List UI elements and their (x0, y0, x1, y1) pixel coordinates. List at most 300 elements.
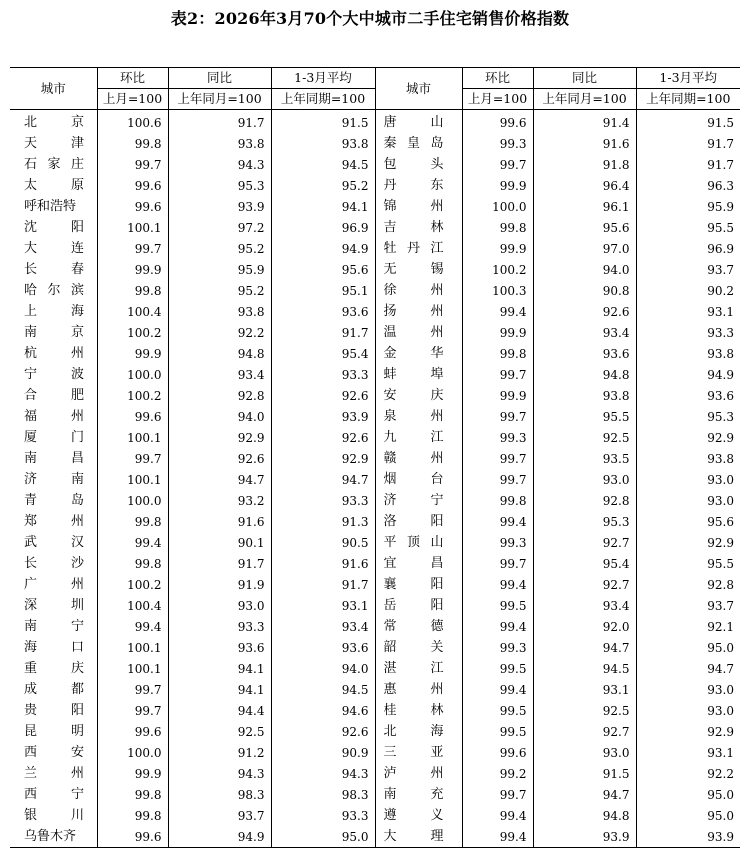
city-name-left-cell (10, 385, 97, 406)
city-name-right: 湛江 (383, 660, 444, 676)
mom-value-left: 99.9 (97, 763, 168, 784)
mom-value-right: 99.4 (462, 301, 533, 322)
city-name-left-cell (10, 616, 97, 637)
yoy-value-left: 93.3 (168, 616, 271, 637)
city-name-left: 重庆 (24, 660, 84, 676)
yoy-value-right: 96.4 (533, 175, 636, 196)
city-name-left-cell (10, 448, 97, 469)
city-name-left-cell (10, 637, 97, 658)
mom-value-right: 99.3 (462, 637, 533, 658)
city-name-right: 蚌埠 (383, 366, 444, 382)
city-name-right: 桂林 (383, 702, 444, 718)
table-row (10, 448, 740, 469)
city-name-right-cell (375, 595, 462, 616)
yoy-value-left: 94.4 (168, 700, 271, 721)
mom-value-right: 99.3 (462, 427, 533, 448)
city-name-left-cell (10, 595, 97, 616)
yoy-value-left: 93.7 (168, 805, 271, 826)
city-name-right-cell (375, 763, 462, 784)
yoy-value-right: 94.0 (533, 259, 636, 280)
price-index-table (10, 67, 740, 848)
mom-value-left: 100.6 (97, 110, 168, 134)
yoy-value-right: 93.8 (533, 385, 636, 406)
yoy-value-right: 97.0 (533, 238, 636, 259)
yoy-value-left: 93.4 (168, 364, 271, 385)
city-name-left: 南昌 (24, 450, 84, 466)
city-name-right-cell (375, 553, 462, 574)
mom-value-left: 99.6 (97, 826, 168, 848)
city-name-right: 吉林 (383, 219, 444, 235)
city-name-right-cell (375, 385, 462, 406)
city-name-right: 南充 (383, 786, 444, 802)
city-name-left: 长春 (24, 261, 84, 277)
avg-value-right: 93.8 (636, 448, 740, 469)
table-row (10, 259, 740, 280)
avg-value-left: 93.4 (271, 616, 375, 637)
avg-value-right: 92.1 (636, 616, 740, 637)
avg-value-left: 94.7 (271, 469, 375, 490)
header-yoy-base-left: 上年同月=100 (168, 89, 271, 110)
yoy-value-left: 92.5 (168, 721, 271, 742)
mom-value-right: 99.5 (462, 595, 533, 616)
yoy-value-left: 93.8 (168, 301, 271, 322)
mom-value-right: 99.4 (462, 616, 533, 637)
table-row (10, 679, 740, 700)
avg-value-right: 93.0 (636, 469, 740, 490)
mom-value-right: 99.3 (462, 532, 533, 553)
yoy-value-left: 94.9 (168, 826, 271, 848)
avg-value-right: 94.9 (636, 364, 740, 385)
mom-value-right: 99.7 (462, 469, 533, 490)
avg-value-left: 94.9 (271, 238, 375, 259)
city-name-right: 安庆 (383, 387, 444, 403)
table-row (10, 826, 740, 848)
table-row (10, 721, 740, 742)
city-name-left-cell (10, 217, 97, 238)
city-name-right-cell (375, 679, 462, 700)
yoy-value-left: 93.8 (168, 133, 271, 154)
city-name-left: 武汉 (24, 534, 84, 550)
mom-value-right: 99.3 (462, 133, 533, 154)
city-name-left-cell (10, 826, 97, 848)
yoy-value-left: 97.2 (168, 217, 271, 238)
table-row (10, 322, 740, 343)
city-name-left: 西宁 (24, 786, 84, 802)
city-name-right: 北海 (383, 723, 444, 739)
city-name-right: 金华 (383, 345, 444, 361)
yoy-value-left: 92.6 (168, 448, 271, 469)
city-name-right: 秦皇岛 (383, 135, 444, 151)
avg-value-right: 90.2 (636, 280, 740, 301)
city-name-left: 郑州 (24, 513, 84, 529)
city-name-right-cell (375, 364, 462, 385)
avg-value-right: 93.1 (636, 301, 740, 322)
city-name-left: 杭州 (24, 345, 84, 361)
city-name-right-cell (375, 721, 462, 742)
mom-value-left: 99.4 (97, 532, 168, 553)
yoy-value-right: 95.6 (533, 217, 636, 238)
avg-value-left: 91.7 (271, 322, 375, 343)
city-name-left: 青岛 (24, 492, 84, 508)
city-name-left: 太原 (24, 177, 84, 193)
city-name-left: 天津 (24, 135, 84, 151)
table-row (10, 616, 740, 637)
mom-value-left: 100.2 (97, 574, 168, 595)
avg-value-left: 94.3 (271, 763, 375, 784)
yoy-value-right: 92.5 (533, 700, 636, 721)
yoy-value-left: 91.6 (168, 511, 271, 532)
avg-value-left: 92.6 (271, 385, 375, 406)
avg-value-right: 94.7 (636, 658, 740, 679)
city-name-right: 常德 (383, 618, 444, 634)
table-row (10, 742, 740, 763)
city-name-right-cell (375, 805, 462, 826)
table-row (10, 196, 740, 217)
header-mom-left: 环比 (97, 68, 168, 89)
table-body (10, 110, 740, 848)
yoy-value-right: 96.1 (533, 196, 636, 217)
mom-value-right: 99.7 (462, 154, 533, 175)
city-name-right-cell (375, 406, 462, 427)
mom-value-left: 99.6 (97, 406, 168, 427)
avg-value-left: 93.6 (271, 637, 375, 658)
avg-value-right: 91.5 (636, 110, 740, 134)
yoy-value-left: 98.3 (168, 784, 271, 805)
mom-value-left: 99.8 (97, 805, 168, 826)
city-name-left-cell (10, 679, 97, 700)
yoy-value-right: 92.7 (533, 532, 636, 553)
avg-value-left: 93.1 (271, 595, 375, 616)
avg-value-left: 91.6 (271, 553, 375, 574)
city-name-left-cell (10, 322, 97, 343)
mom-value-right: 99.2 (462, 763, 533, 784)
avg-value-right: 91.7 (636, 154, 740, 175)
city-name-right: 牡丹江 (383, 240, 444, 256)
mom-value-left: 100.1 (97, 427, 168, 448)
yoy-value-left: 95.2 (168, 238, 271, 259)
city-name-right: 遵义 (383, 807, 444, 823)
header-city-right: 城市 (375, 68, 462, 110)
city-name-left: 西安 (24, 744, 84, 760)
mom-value-left: 99.7 (97, 448, 168, 469)
table-row (10, 763, 740, 784)
mom-value-right: 99.4 (462, 679, 533, 700)
city-name-left: 南京 (24, 324, 84, 340)
yoy-value-right: 92.5 (533, 427, 636, 448)
city-name-right-cell (375, 511, 462, 532)
avg-value-right: 93.9 (636, 826, 740, 848)
mom-value-left: 99.6 (97, 721, 168, 742)
yoy-value-right: 93.6 (533, 343, 636, 364)
city-name-right: 烟台 (383, 471, 444, 487)
table-row (10, 490, 740, 511)
mom-value-right: 99.7 (462, 784, 533, 805)
yoy-value-right: 92.6 (533, 301, 636, 322)
mom-value-left: 99.6 (97, 175, 168, 196)
yoy-value-left: 93.0 (168, 595, 271, 616)
city-name-left-cell (10, 469, 97, 490)
table-row (10, 805, 740, 826)
header-avg-base-right: 上年同期=100 (636, 89, 740, 110)
mom-value-right: 99.5 (462, 658, 533, 679)
city-name-right: 徐州 (383, 282, 444, 298)
city-name-right: 岳阳 (383, 597, 444, 613)
city-name-left: 南宁 (24, 618, 84, 634)
header-avg-left: 1-3月平均 (271, 68, 375, 89)
mom-value-left: 100.1 (97, 637, 168, 658)
city-name-right-cell (375, 784, 462, 805)
mom-value-left: 99.8 (97, 784, 168, 805)
yoy-value-left: 94.1 (168, 679, 271, 700)
table-title: 表2：2026年3月70个大中城市二手住宅销售价格指数 (170, 9, 570, 28)
yoy-value-left: 91.7 (168, 553, 271, 574)
mom-value-right: 99.8 (462, 343, 533, 364)
city-name-right-cell (375, 532, 462, 553)
yoy-value-right: 94.8 (533, 364, 636, 385)
mom-value-left: 99.6 (97, 196, 168, 217)
mom-value-right: 99.8 (462, 490, 533, 511)
avg-value-right: 93.0 (636, 700, 740, 721)
avg-value-left: 91.5 (271, 110, 375, 134)
mom-value-right: 100.3 (462, 280, 533, 301)
avg-value-left: 91.3 (271, 511, 375, 532)
yoy-value-right: 95.4 (533, 553, 636, 574)
avg-value-right: 93.7 (636, 595, 740, 616)
mom-value-left: 100.0 (97, 742, 168, 763)
table-row (10, 532, 740, 553)
city-name-right: 泉州 (383, 408, 444, 424)
yoy-value-right: 91.5 (533, 763, 636, 784)
avg-value-right: 95.5 (636, 553, 740, 574)
mom-value-left: 100.1 (97, 217, 168, 238)
city-name-left: 深圳 (24, 597, 84, 613)
city-name-left-cell (10, 364, 97, 385)
mom-value-right: 100.2 (462, 259, 533, 280)
city-name-left: 广州 (24, 576, 84, 592)
avg-value-right: 93.6 (636, 385, 740, 406)
mom-value-right: 99.7 (462, 553, 533, 574)
table-row (10, 427, 740, 448)
city-name-right-cell (375, 574, 462, 595)
avg-value-left: 95.4 (271, 343, 375, 364)
mom-value-right: 99.8 (462, 217, 533, 238)
city-name-left: 济南 (24, 471, 84, 487)
mom-value-left: 100.0 (97, 364, 168, 385)
city-name-left-cell (10, 784, 97, 805)
city-name-right-cell (375, 154, 462, 175)
avg-value-left: 95.2 (271, 175, 375, 196)
table-row (10, 343, 740, 364)
city-name-right-cell (375, 700, 462, 721)
avg-value-right: 95.6 (636, 511, 740, 532)
table-row (10, 110, 740, 134)
yoy-value-left: 95.9 (168, 259, 271, 280)
city-name-right: 宜昌 (383, 555, 444, 571)
city-name-left: 兰州 (24, 765, 84, 781)
yoy-value-right: 93.0 (533, 742, 636, 763)
city-name-left: 昆明 (24, 723, 84, 739)
city-name-left-cell (10, 427, 97, 448)
city-name-right-cell (375, 448, 462, 469)
mom-value-left: 99.9 (97, 343, 168, 364)
city-name-left: 长沙 (24, 555, 84, 571)
city-name-left-cell (10, 196, 97, 217)
yoy-value-left: 92.8 (168, 385, 271, 406)
city-name-left-cell (10, 721, 97, 742)
city-name-right: 唐山 (383, 114, 444, 130)
yoy-value-left: 91.7 (168, 110, 271, 134)
yoy-value-right: 90.8 (533, 280, 636, 301)
city-name-right-cell (375, 238, 462, 259)
yoy-value-left: 94.0 (168, 406, 271, 427)
city-name-right: 温州 (383, 324, 444, 340)
city-name-left-cell (10, 805, 97, 826)
avg-value-left: 91.7 (271, 574, 375, 595)
yoy-value-left: 92.2 (168, 322, 271, 343)
city-name-right-cell (375, 217, 462, 238)
yoy-value-right: 93.4 (533, 322, 636, 343)
city-name-left: 福州 (24, 408, 84, 424)
city-name-left: 合肥 (24, 387, 84, 403)
table-row (10, 217, 740, 238)
avg-value-left: 93.3 (271, 490, 375, 511)
yoy-value-left: 93.2 (168, 490, 271, 511)
city-name-left-cell (10, 154, 97, 175)
avg-value-left: 93.9 (271, 406, 375, 427)
avg-value-right: 92.9 (636, 532, 740, 553)
header-yoy-base-right: 上年同月=100 (533, 89, 636, 110)
yoy-value-right: 93.9 (533, 826, 636, 848)
yoy-value-right: 94.8 (533, 805, 636, 826)
avg-value-left: 93.3 (271, 805, 375, 826)
table-row (10, 637, 740, 658)
yoy-value-right: 94.5 (533, 658, 636, 679)
city-name-right: 济宁 (383, 492, 444, 508)
city-name-right: 锦州 (383, 198, 444, 214)
mom-value-left: 99.7 (97, 238, 168, 259)
mom-value-right: 100.0 (462, 196, 533, 217)
mom-value-right: 99.4 (462, 511, 533, 532)
city-name-left: 呼和浩特 (24, 198, 77, 214)
avg-value-right: 93.8 (636, 343, 740, 364)
city-name-left-cell (10, 406, 97, 427)
city-name-left: 厦门 (24, 429, 84, 445)
table-row (10, 700, 740, 721)
city-name-left-cell (10, 532, 97, 553)
avg-value-left: 94.5 (271, 154, 375, 175)
mom-value-left: 99.7 (97, 154, 168, 175)
city-name-right-cell (375, 301, 462, 322)
table-row (10, 784, 740, 805)
mom-value-left: 100.4 (97, 595, 168, 616)
avg-value-left: 94.6 (271, 700, 375, 721)
city-name-right-cell (375, 280, 462, 301)
mom-value-right: 99.6 (462, 110, 533, 134)
city-name-right: 洛阳 (383, 513, 444, 529)
city-name-right: 平顶山 (383, 534, 444, 550)
avg-value-right: 95.5 (636, 217, 740, 238)
mom-value-right: 99.9 (462, 322, 533, 343)
city-name-left: 北京 (24, 114, 84, 130)
city-name-right: 泸州 (383, 765, 444, 781)
header-mom-right: 环比 (462, 68, 533, 89)
city-name-left: 石家庄 (24, 156, 84, 172)
city-name-right-cell (375, 133, 462, 154)
yoy-value-right: 92.0 (533, 616, 636, 637)
city-name-right-cell (375, 110, 462, 134)
avg-value-right: 93.7 (636, 259, 740, 280)
yoy-value-right: 93.0 (533, 469, 636, 490)
header-city-left: 城市 (10, 68, 97, 110)
yoy-value-left: 93.6 (168, 637, 271, 658)
avg-value-left: 96.9 (271, 217, 375, 238)
header-mom-base-right: 上月=100 (462, 89, 533, 110)
mom-value-left: 99.4 (97, 616, 168, 637)
city-name-left-cell (10, 553, 97, 574)
yoy-value-left: 94.7 (168, 469, 271, 490)
yoy-value-right: 93.4 (533, 595, 636, 616)
header-avg-right: 1-3月平均 (636, 68, 740, 89)
city-name-left-cell (10, 490, 97, 511)
table-row (10, 511, 740, 532)
header-avg-base-left: 上年同期=100 (271, 89, 375, 110)
table-row (10, 406, 740, 427)
yoy-value-left: 95.3 (168, 175, 271, 196)
avg-value-left: 92.6 (271, 721, 375, 742)
avg-value-right: 95.9 (636, 196, 740, 217)
yoy-value-left: 91.2 (168, 742, 271, 763)
city-name-right-cell (375, 469, 462, 490)
city-name-right: 襄阳 (383, 576, 444, 592)
header-yoy-right: 同比 (533, 68, 636, 89)
city-name-left-cell (10, 574, 97, 595)
city-name-right: 赣州 (383, 450, 444, 466)
table-row (10, 469, 740, 490)
yoy-value-right: 91.8 (533, 154, 636, 175)
mom-value-left: 99.8 (97, 133, 168, 154)
avg-value-right: 91.7 (636, 133, 740, 154)
table-row (10, 238, 740, 259)
mom-value-left: 99.7 (97, 700, 168, 721)
table-row (10, 364, 740, 385)
mom-value-right: 99.9 (462, 385, 533, 406)
mom-value-right: 99.4 (462, 805, 533, 826)
city-name-left-cell (10, 742, 97, 763)
table-row (10, 574, 740, 595)
city-name-left: 哈尔滨 (24, 282, 84, 298)
mom-value-right: 99.9 (462, 238, 533, 259)
yoy-value-left: 92.9 (168, 427, 271, 448)
yoy-value-left: 94.1 (168, 658, 271, 679)
city-name-left: 乌鲁木齐 (24, 828, 77, 844)
table-row (10, 175, 740, 196)
table-row (10, 658, 740, 679)
city-name-right: 丹东 (383, 177, 444, 193)
yoy-value-left: 91.9 (168, 574, 271, 595)
city-name-left-cell (10, 763, 97, 784)
city-name-left: 沈阳 (24, 219, 84, 235)
avg-value-left: 92.6 (271, 427, 375, 448)
city-name-left-cell (10, 280, 97, 301)
mom-value-left: 99.8 (97, 280, 168, 301)
city-name-right-cell (375, 826, 462, 848)
avg-value-right: 96.9 (636, 238, 740, 259)
city-name-left-cell (10, 133, 97, 154)
mom-value-right: 99.6 (462, 742, 533, 763)
avg-value-right: 96.3 (636, 175, 740, 196)
avg-value-left: 94.5 (271, 679, 375, 700)
yoy-value-left: 94.3 (168, 154, 271, 175)
